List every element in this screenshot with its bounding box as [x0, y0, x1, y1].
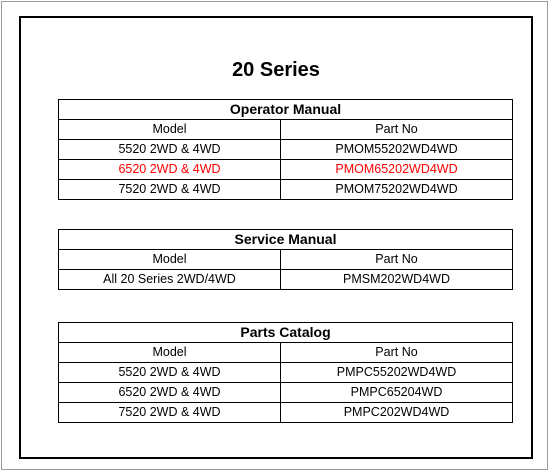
part-no-cell: PMOM75202WD4WD [281, 180, 513, 200]
section-title-row [59, 323, 513, 343]
table-row-highlighted [59, 160, 513, 180]
part-no-header: Part No [281, 343, 513, 363]
model-header: Model [59, 343, 281, 363]
service-manual-table [58, 229, 513, 290]
table-row [59, 383, 513, 403]
model-cell: 7520 2WD & 4WD [59, 180, 281, 200]
table-row [59, 270, 513, 290]
model-cell: All 20 Series 2WD/4WD [59, 270, 281, 290]
section-title-row [59, 100, 513, 120]
parts-catalog-table [58, 322, 513, 423]
part-no-cell: PMSM202WD4WD [281, 270, 513, 290]
part-no-cell: PMPC65204WD [281, 383, 513, 403]
section-title: Service Manual [59, 230, 513, 250]
part-no-cell: PMPC55202WD4WD [281, 363, 513, 383]
section-title-row [59, 230, 513, 250]
table-row [59, 363, 513, 383]
section-title: Parts Catalog [59, 323, 513, 343]
part-no-cell: PMPC202WD4WD [281, 403, 513, 423]
model-cell: 5520 2WD & 4WD [59, 363, 281, 383]
part-no-header: Part No [281, 250, 513, 270]
section-title: Operator Manual [59, 100, 513, 120]
model-header: Model [59, 120, 281, 140]
table-row [59, 403, 513, 423]
header-row [59, 343, 513, 363]
document-title: 20 Series [232, 59, 320, 81]
part-no-cell: PMOM65202WD4WD [281, 160, 513, 180]
table-row [59, 180, 513, 200]
operator-manual-table [58, 99, 513, 200]
header-row [59, 250, 513, 270]
model-header: Model [59, 250, 281, 270]
model-cell: 5520 2WD & 4WD [59, 140, 281, 160]
document-border [19, 16, 533, 459]
model-cell: 7520 2WD & 4WD [59, 403, 281, 423]
part-no-header: Part No [281, 120, 513, 140]
model-cell: 6520 2WD & 4WD [59, 383, 281, 403]
header-row [59, 120, 513, 140]
model-cell: 6520 2WD & 4WD [59, 160, 281, 180]
part-no-cell: PMOM55202WD4WD [281, 140, 513, 160]
table-row [59, 140, 513, 160]
